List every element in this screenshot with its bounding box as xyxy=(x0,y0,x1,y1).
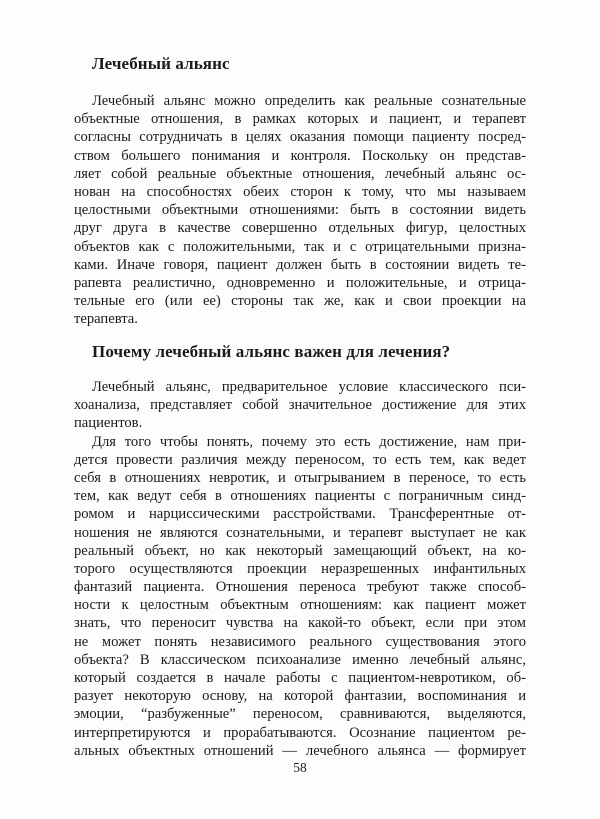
text-line: Для того чтобы понять, почему это есть достижение, нам при- xyxy=(92,433,526,450)
text-line: знать, что переносит чувства на какой-то объект, если при этом xyxy=(74,615,526,632)
text-line: дется провести различия между переносом, то есть тем, как ведет xyxy=(74,451,526,468)
section-heading-therapeutic-alliance: Лечебный альянс xyxy=(92,54,230,73)
text-line: торого осуществляются проекции неразрешенных инфантильных xyxy=(74,560,526,577)
text-line: целостными объектными отношениями: быть в состоянии видеть xyxy=(74,202,526,219)
text-line: нован на способностях обеих сторон к тому, что мы называем xyxy=(74,183,526,200)
text-line: ности к целостным объектным отношениям: как пациент может xyxy=(74,597,526,614)
text-line: который создается в начале работы с пациентом-невротиком, об- xyxy=(74,670,526,687)
text-line: Лечебный альянс, предварительное условие классического пси- xyxy=(92,379,526,395)
text-line: ками. Иначе говоря, пациент должен быть в состоянии видеть те- xyxy=(74,256,526,273)
paragraph-alliance-precondition xyxy=(74,378,526,433)
text-line: разует некоторую основу, на которой фантазии, воспоминания и xyxy=(74,688,526,705)
text-line: ромом и нарциссическими расстройствами. Трансферентные от- xyxy=(74,506,526,523)
paragraph-therapeutic-alliance-definition xyxy=(74,92,526,328)
text-line: ношения не являются сознательными, и терапевт выступает не как xyxy=(74,524,526,541)
text-line: себя в отношениях невротик, и отыгрыванием в переносе, то есть xyxy=(74,469,526,486)
text-line: ством большего понимания и контроля. Поскольку он представ- xyxy=(74,147,526,164)
text-line: реальный объект, но как некоторый замещающий объект, на ко- xyxy=(74,542,526,559)
text-line: альных объектных отношений — лечебного альянса — формирует xyxy=(74,742,526,759)
text-line: друг друга в качестве совершенно отдельных фигур, целостных xyxy=(74,220,526,237)
section-heading-why-alliance-important: Почему лечебный альянс важен для лечения? xyxy=(92,342,451,361)
text-line: Лечебный альянс можно определить как реальные сознательные xyxy=(92,93,526,109)
text-line: объектные отношения, в рамках которых и пациент, и терапевт xyxy=(74,111,526,128)
text-line: объектов как с положительными, так и с отрицательными призна- xyxy=(74,238,526,255)
text-line: тем, как ведут себя в отношениях пациенты с пограничным синд- xyxy=(74,488,526,505)
text-line: интерпретируются и прорабатываются. Осознание пациентом ре- xyxy=(74,724,526,741)
text-line: терапевта. xyxy=(74,311,138,328)
text-line: не может понять независимого реального существования этого xyxy=(74,633,526,650)
text-line: хоанализа, представляет собой значительное достижение для этих xyxy=(74,397,526,414)
text-line: пациентов. xyxy=(74,415,143,432)
paragraph-transference-distinction xyxy=(74,433,526,760)
text-line: фантазий пациента. Отношения переноса требуют также способ- xyxy=(74,579,526,596)
page-number: 58 xyxy=(293,760,307,775)
text-line: ляет собой реальные объектные отношения, лечебный альянс ос- xyxy=(74,165,526,182)
text-line: рапевта реалистично, одновременно и положительные, и отрица- xyxy=(74,274,526,291)
text-line: тельные его (или ее) стороны так же, как и свои проекции на xyxy=(74,293,526,310)
text-line: эмоции, “разбуженные” переносом, сравниваются, выделяются, xyxy=(74,706,526,723)
text-line: согласны сотрудничать в целях оказания помощи пациенту посред- xyxy=(74,129,526,146)
text-line: объекта? В классическом психоанализе именно лечебный альянс, xyxy=(74,651,526,668)
